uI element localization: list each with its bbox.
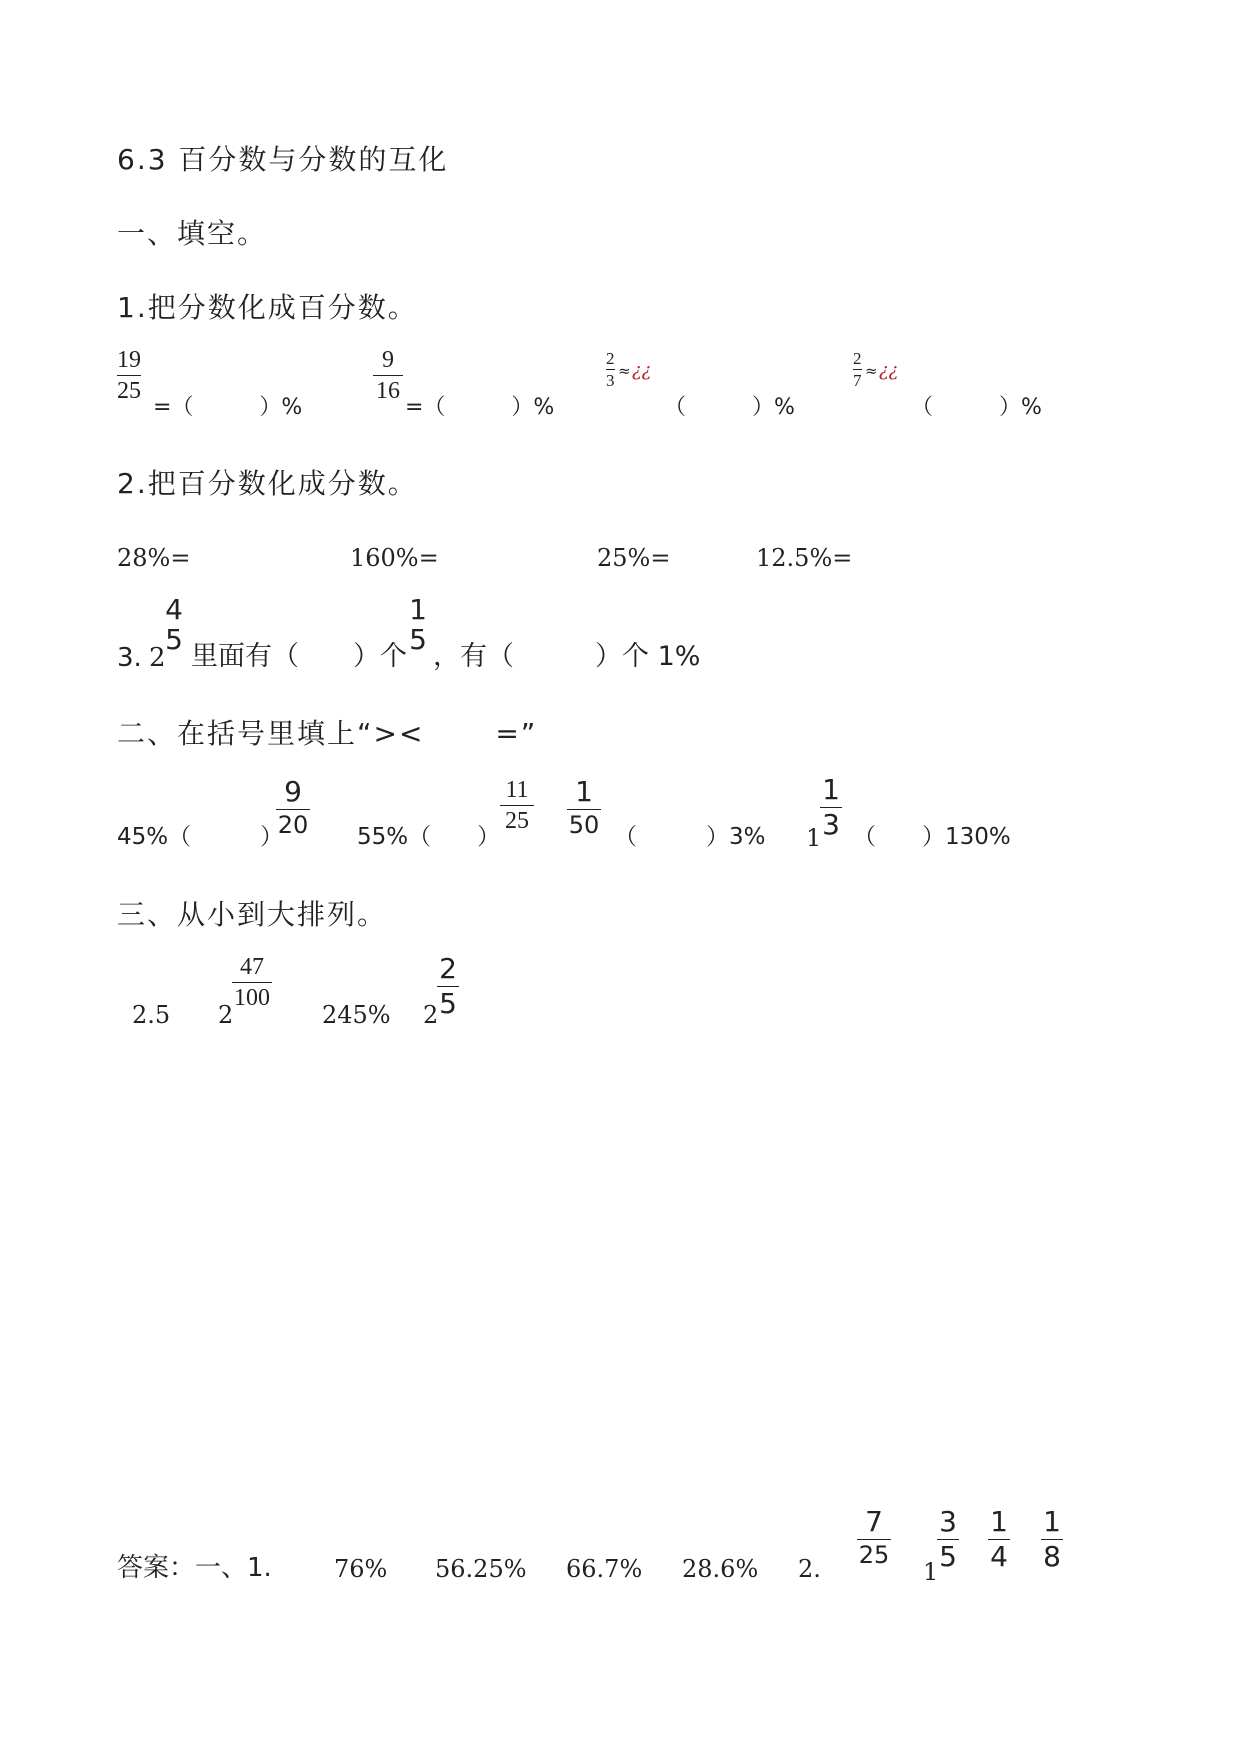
fraction-4-5: 4 5 bbox=[165, 593, 183, 656]
compare-item-a: 45%（ ） bbox=[117, 824, 284, 850]
percent-item: 28%= bbox=[117, 544, 191, 572]
section-3-heading: 三、从小到大排列。 bbox=[117, 898, 388, 931]
mixed-whole: 2 bbox=[218, 1001, 234, 1029]
fraction-47-100: 47 100 bbox=[234, 954, 270, 1011]
fraction-1-5: 1 5 bbox=[409, 593, 427, 656]
answers-label: 答案：一、1. bbox=[117, 1553, 272, 1583]
fraction-11-25: 11 25 bbox=[500, 778, 534, 833]
fraction-1-8: 1 8 bbox=[1041, 1508, 1063, 1571]
order-item-a: 2.5 bbox=[132, 1001, 171, 1029]
compare-item-b: 55%（ ） bbox=[357, 824, 501, 850]
percent-item: 12.5%= bbox=[756, 544, 853, 572]
section-1-heading: 一、填空。 bbox=[117, 217, 268, 250]
mixed-whole: 1 bbox=[923, 1558, 939, 1586]
fraction-1-50: 1 50 bbox=[568, 775, 600, 839]
question-2-label: 2.把百分数化成分数。 bbox=[117, 467, 418, 500]
answer-value: 28.6% bbox=[682, 1555, 759, 1583]
question-1-label: 1.把分数化成百分数。 bbox=[117, 291, 418, 324]
rendering-glyph: ¿¿ bbox=[632, 360, 652, 381]
fraction-9-20: 9 20 bbox=[277, 775, 309, 839]
answer-blank[interactable]: （ ）% bbox=[664, 395, 795, 420]
answer-blank[interactable]: =（ ）% bbox=[153, 395, 303, 420]
fraction-2-7: 2 7 bbox=[853, 349, 862, 390]
page-title: 6.3 百分数与分数的互化 bbox=[117, 143, 449, 176]
mixed-whole: 1 bbox=[806, 824, 822, 852]
answer-value: 56.25% bbox=[435, 1555, 527, 1583]
answers-label-2: 2. bbox=[798, 1555, 821, 1583]
percent-item: 25%= bbox=[597, 544, 671, 572]
fraction-9-16: 9 16 bbox=[373, 348, 403, 403]
mixed-whole: 2 bbox=[423, 1001, 439, 1029]
answer-blank[interactable]: =（ ）% bbox=[405, 395, 555, 420]
question-3-prefix: 3. bbox=[117, 643, 142, 673]
answer-value: 66.7% bbox=[566, 1555, 643, 1583]
fraction-1-4: 1 4 bbox=[988, 1508, 1010, 1571]
fraction-19-25: 19 25 bbox=[117, 347, 141, 404]
fraction-2-5: 2 5 bbox=[437, 955, 459, 1018]
fraction-3-5: 3 5 bbox=[937, 1508, 959, 1571]
fraction-2-3: 2 3 bbox=[606, 349, 615, 390]
approx-sign: ≈ bbox=[618, 362, 631, 380]
percent-item: 160%= bbox=[350, 544, 439, 572]
compare-item-d: （ ）130% bbox=[853, 824, 1011, 850]
compare-item-c: （ ）3% bbox=[614, 824, 766, 850]
fraction-1-3: 1 3 bbox=[820, 776, 842, 839]
answer-value: 76% bbox=[334, 1555, 388, 1583]
fraction-7-25: 7 25 bbox=[858, 1505, 890, 1569]
rendering-glyph: ¿¿ bbox=[879, 360, 899, 381]
section-2-heading: 二、在括号里填上“>< =” bbox=[117, 717, 538, 750]
approx-sign: ≈ bbox=[865, 362, 878, 380]
question-3-tail: ，有（ ）个 1% bbox=[433, 641, 701, 672]
question-3-text: 里面有（ ）个 bbox=[191, 641, 407, 672]
mixed-whole: 2 bbox=[149, 643, 166, 673]
order-item-c: 245% bbox=[322, 1001, 391, 1029]
answer-blank[interactable]: （ ）% bbox=[911, 395, 1042, 420]
